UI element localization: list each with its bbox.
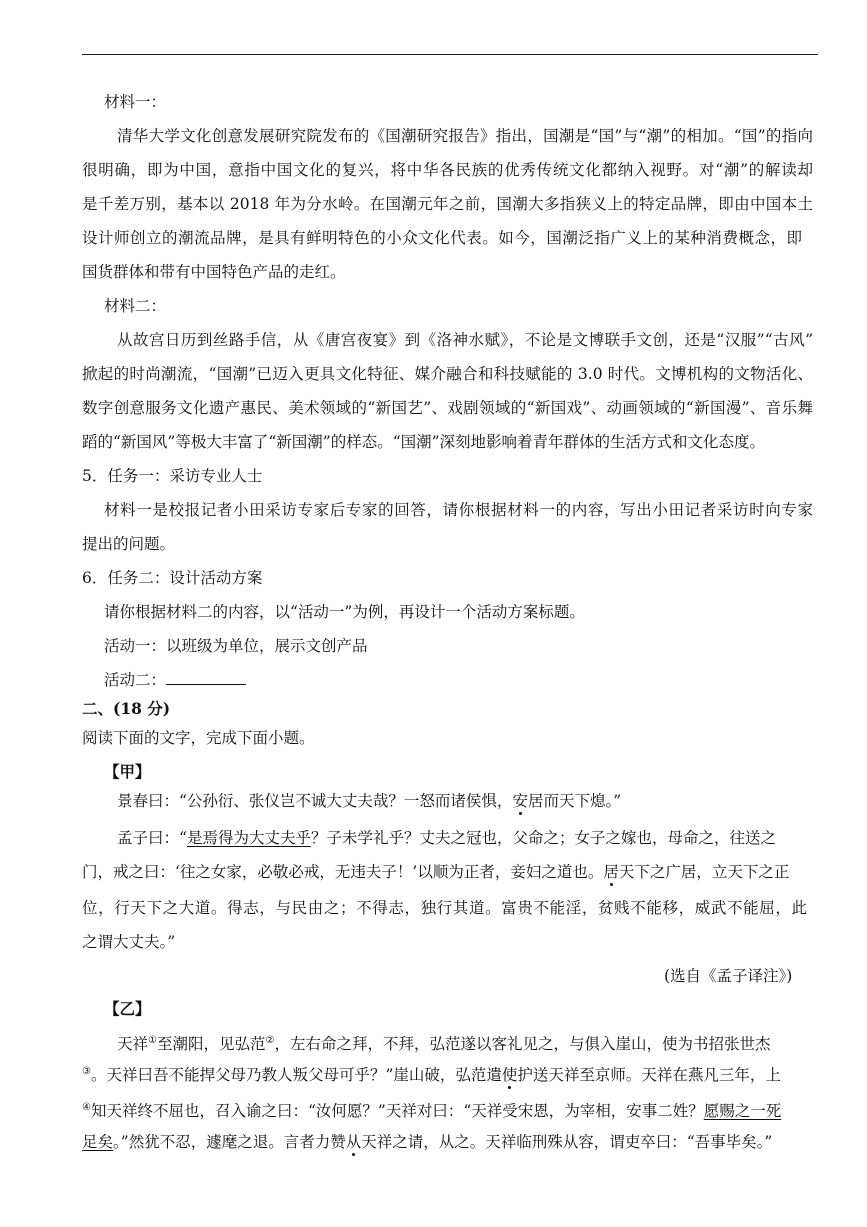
jia-text: 景春曰：“公孙衍、张仪岂不诚大丈夫哉？一怒而诸侯惧， <box>117 792 513 810</box>
passage-yi-label: 【乙】 <box>104 999 151 1018</box>
question-6-title: 6．任务二：设计活动方案 <box>82 569 263 587</box>
question-5-text: 提出的问题。 <box>82 535 176 553</box>
jia-line: 位，行天下之大道。得志，与民由之；不得志，独行其道。富贵不能淫，贫贱不能移，威武不能屈，此 <box>82 899 807 917</box>
footnote-marker: ① <box>148 1035 157 1046</box>
material-1-line: 是千差万别，基本以 2018 年为分水岭。在国潮元年之前，国潮大多指狭义上的特定品牌，即由中国本土 <box>82 195 813 213</box>
material-2-line: 掀起的时尚潮流，“国潮”已迈入更具文化特征、媒介融合和科技赋能的 3.0 时代。文博机构的文物活化、 <box>82 365 813 383</box>
yi-line <box>82 1100 781 1122</box>
section-2-title: 二、(18 分) <box>82 699 171 718</box>
material-2-line: 蹈的“新国风”等极大丰富了“新国潮”的样态。“国潮”深刻地影响着青年群体的生活方式和文化态度。 <box>82 433 766 451</box>
footnote-marker: ③ <box>82 1066 91 1077</box>
footnote-marker: ④ <box>82 1102 91 1113</box>
jia-line <box>117 790 621 812</box>
material-1-line: 国货群体和带有中国特色产品的走红。 <box>82 263 346 281</box>
yi-line <box>82 1131 772 1153</box>
material-2-title: 材料二： <box>104 297 167 315</box>
material-1-title: 材料一： <box>104 93 167 111</box>
material-2-line: 从故宫日历到丝路手信，从《唐宫夜宴》到《洛神水赋》，不论是文博联手文创，还是“汉服”“古风” <box>117 331 813 349</box>
yi-line <box>117 1033 770 1055</box>
question-6-text: 请你根据材料二的内容，以“活动一”为例，再设计一个活动方案标题。 <box>104 603 585 621</box>
material-2-line: 数字创意服务文化遗产惠民、美术领域的“新国艺”、戏剧领域的“新国戏”、动画领域的“新国漫”、音乐舞 <box>82 399 813 417</box>
jia-text: 孟子曰：“ <box>117 829 187 847</box>
yi-text: 。”然犹不忍，遽麾之退。言者力赞 <box>113 1133 346 1151</box>
jia-line: 之谓大丈夫。” <box>82 933 176 951</box>
jia-source: (选自《孟子译注》) <box>664 967 793 985</box>
yi-line <box>82 1064 781 1086</box>
activity-2-label: 活动二： <box>104 671 167 689</box>
jia-text: 居而天下熄。” <box>527 792 622 810</box>
yi-text: 天祥 <box>117 1035 149 1053</box>
dotted-char: 安 <box>512 792 528 810</box>
header-rule <box>82 54 818 55</box>
jia-line <box>117 827 776 849</box>
yi-text: 至潮阳，见弘范 <box>156 1035 266 1053</box>
yi-text: ，左右命之拜，不拜，弘范遂以客礼见之，与俱入崖山，使为书招张世杰 <box>274 1035 771 1053</box>
material-1-line: 设计师创立的潮流品牌，是具有鲜明特色的小众文化代表。如今，国潮泛指广义上的某种消费概念，即 <box>82 229 802 247</box>
jia-text: ？子未学礼乎？丈夫之冠也，父命之；女子之嫁也，母命之，往送之 <box>310 829 776 847</box>
dotted-char: 居 <box>603 863 619 881</box>
jia-text: 门，戒之曰：‘往之女家，必敬必戒，无违夫子！’以顺为正者，妾妇之道也。 <box>82 863 604 881</box>
dotted-char: 从 <box>345 1133 362 1151</box>
footnote-marker: ② <box>265 1035 275 1046</box>
dotted-char: 使 <box>501 1066 518 1084</box>
underlined-sentence: 是焉得为大丈夫乎 <box>186 829 311 847</box>
answer-blank <box>166 670 246 685</box>
material-1-line: 清华大学文化创意发展研究院发布的《国潮研究报告》指出，国潮是“国”与“潮”的相加。“国”的指向 <box>117 127 813 145</box>
activity-1: 活动一：以班级为单位，展示文创产品 <box>104 637 368 655</box>
activity-2 <box>104 669 246 691</box>
jia-text: 天下之广居，立天下之正 <box>618 863 790 881</box>
yi-text: 天祥之请，从之。天祥临刑殊从容，谓吏卒曰：“吾事毕矣。” <box>361 1133 773 1151</box>
yi-text: 。天祥曰吾不能捍父母乃教人叛父母可乎？”崖山破，弘范遣 <box>90 1066 502 1084</box>
jia-line <box>82 861 789 883</box>
yi-text: 护送天祥至京师。天祥在燕凡三年，上 <box>517 1066 781 1084</box>
question-5-text: 材料一是校报记者小田采访专家后专家的回答，请你根据材料一的内容，写出小田记者采访时向专家 <box>104 501 813 519</box>
section-2-instructions: 阅读下面的文字，完成下面小题。 <box>82 729 315 747</box>
passage-jia-label: 【甲】 <box>104 762 151 781</box>
underlined-sentence: 愿赐之一死 <box>703 1102 782 1120</box>
underlined-sentence: 足矣 <box>82 1133 114 1151</box>
question-5-title: 5．任务一：采访专业人士 <box>82 467 263 485</box>
yi-text: 知天祥终不屈也，召入谕之曰：“汝何愿？”天祥对曰：“天祥受宋恩，为宰相，安事二姓？ <box>90 1102 704 1120</box>
material-1-line: 很明确，即为中国，意指中国文化的复兴，将中华各民族的优秀传统文化都纳入视野。对“潮”的解读却 <box>82 161 813 179</box>
